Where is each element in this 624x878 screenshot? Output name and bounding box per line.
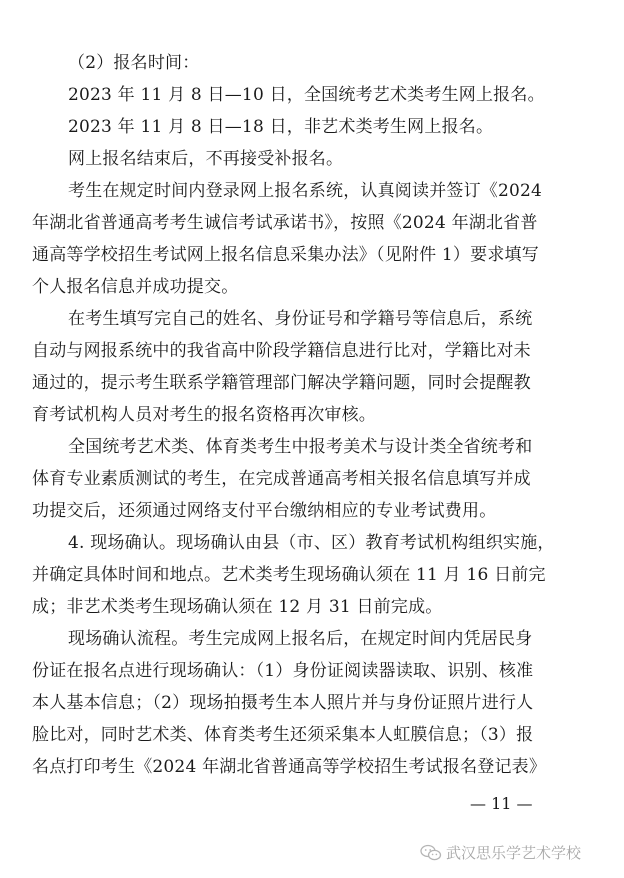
text-line: 本人基本信息；（2）现场拍摄考生本人照片并与身份证照片进行人 bbox=[32, 693, 534, 713]
text-line: 全国统考艺术类、体育类考生中报考美术与设计类全省统考和 bbox=[68, 437, 533, 457]
text-line: 2023 年 11 月 8 日—10 日，全国统考艺术类考生网上报名。 bbox=[68, 85, 545, 105]
text-line: 年湖北省普通高考考生诚信考试承诺书》，按照《2024 年湖北省普 bbox=[32, 213, 538, 233]
text-line: 个人报名信息并成功提交。 bbox=[32, 277, 239, 297]
text-line: 脸比对，同时艺术类、体育类考生还须采集本人虹膜信息；（3）报 bbox=[32, 725, 534, 745]
text-line: 成；非艺术类考生现场确认须在 12 月 31 日前完成。 bbox=[32, 597, 443, 617]
text-line: 体育专业素质测试的考生，在完成普通高考相关报名信息填写并成 bbox=[32, 469, 531, 489]
text-line: 并确定具体时间和地点。艺术类考生现场确认须在 11 月 16 日前完 bbox=[32, 565, 546, 585]
text-line: 网上报名结束后，不再接受补报名。 bbox=[68, 149, 344, 169]
text-line: 育考试机构人员对考生的报名资格再次审核。 bbox=[32, 405, 376, 425]
text-line: 考生在规定时间内登录网上报名系统，认真阅读并签订《2024 bbox=[68, 181, 543, 201]
text-line: 4. 现场确认。现场确认由县（市、区）教育考试机构组织实施， bbox=[68, 533, 555, 553]
text-line: 名点打印考生《2024 年湖北省普通高等学校招生考试报名登记表》 bbox=[32, 757, 547, 777]
text-line: 功提交后，还须通过网络支付平台缴纳相应的专业考试费用。 bbox=[32, 501, 497, 521]
text-line: 通高等学校招生考试网上报名信息采集办法》（见附件 1）要求填写 bbox=[32, 245, 539, 265]
text-line: 自动与网报系统中的我省高中阶段学籍信息进行比对，学籍比对未 bbox=[32, 341, 531, 361]
text-line: 份证在报名点进行现场确认：（1）身份证阅读器读取、识别、核准 bbox=[32, 661, 534, 681]
text-line: 现场确认流程。考生完成网上报名后，在规定时间内凭居民身 bbox=[68, 629, 533, 649]
watermark-text: 武汉思乐学艺术学校 bbox=[446, 844, 582, 862]
text-line: 2023 年 11 月 8 日—18 日，非艺术类考生网上报名。 bbox=[68, 117, 494, 137]
page-number: — 11 — bbox=[470, 794, 533, 813]
watermark bbox=[420, 842, 581, 863]
wechat-icon bbox=[420, 844, 442, 862]
text-line: 在考生填写完自己的姓名、身份证号和学籍号等信息后，系统 bbox=[68, 309, 533, 329]
text-line: （2）报名时间： bbox=[68, 53, 200, 73]
text-line: 通过的，提示考生联系学籍管理部门解决学籍问题，同时会提醒教 bbox=[32, 373, 531, 393]
